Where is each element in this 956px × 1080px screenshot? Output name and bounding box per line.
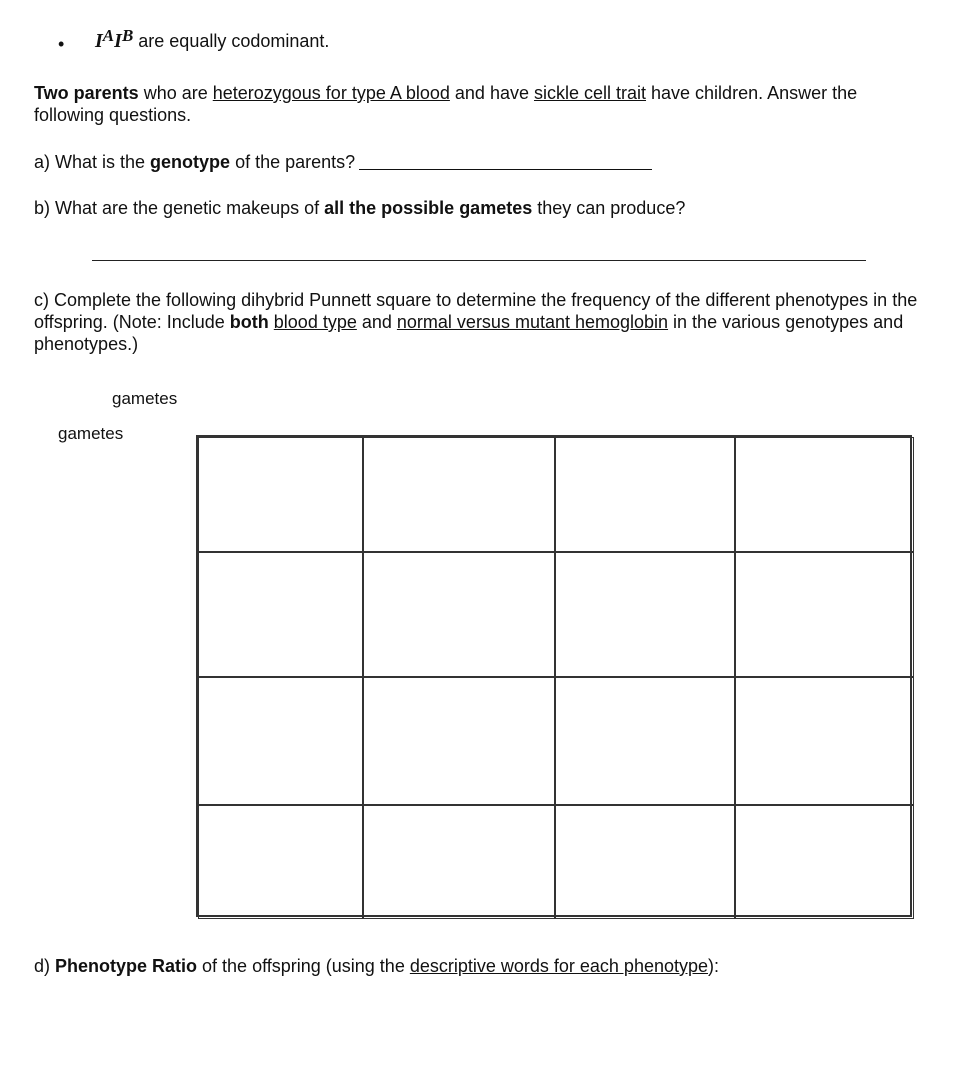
punnett-cell[interactable] [555, 437, 735, 552]
codominance-text: are equally codominant. [133, 31, 330, 51]
bullet-symbol: • [58, 34, 65, 54]
question-b: b) What are the genetic makeups of all the possible gametes they can produce? [34, 198, 686, 218]
punnett-cell[interactable] [198, 552, 363, 677]
punnett-cell[interactable] [555, 552, 735, 677]
punnett-cell[interactable] [363, 437, 555, 552]
allele-ib: $I^B$ [114, 26, 134, 52]
allele-ia: $I^A$ [95, 26, 115, 52]
question-d: d) Phenotype Ratio of the offspring (using the descriptive words for each phenotype): [34, 956, 720, 976]
punnett-square [196, 435, 912, 917]
punnett-cell[interactable] [735, 552, 914, 677]
gametes-side-label: gametes [58, 424, 124, 443]
punnett-cell[interactable] [198, 805, 363, 919]
punnett-cell[interactable] [555, 805, 735, 919]
punnett-cell[interactable] [198, 677, 363, 805]
punnett-cell[interactable] [363, 677, 555, 805]
codominance-statement [95, 26, 330, 52]
question-a: a) What is the genotype of the parents? [34, 151, 929, 173]
punnett-cell[interactable] [363, 805, 555, 919]
question-c: c) Complete the following dihybrid Punnett square to determine the frequency of the different phenotypes in the offspring. (Note: Include both blood type and normal versus mutant hemoglobin in the various genotypes and phenotypes.) [34, 290, 918, 354]
gametes-top-label: gametes [112, 389, 178, 408]
punnett-cell[interactable] [735, 805, 914, 919]
punnett-cell[interactable] [198, 437, 363, 552]
punnett-cell[interactable] [735, 677, 914, 805]
punnett-cell[interactable] [735, 437, 914, 552]
answer-blank-a[interactable] [359, 153, 652, 170]
punnett-cell[interactable] [555, 677, 735, 805]
intro-paragraph: Two parents who are heterozygous for type A blood and have sickle cell trait have children. Answer the following questions. [34, 83, 858, 125]
punnett-cell[interactable] [363, 552, 555, 677]
answer-line-b[interactable] [92, 260, 866, 261]
